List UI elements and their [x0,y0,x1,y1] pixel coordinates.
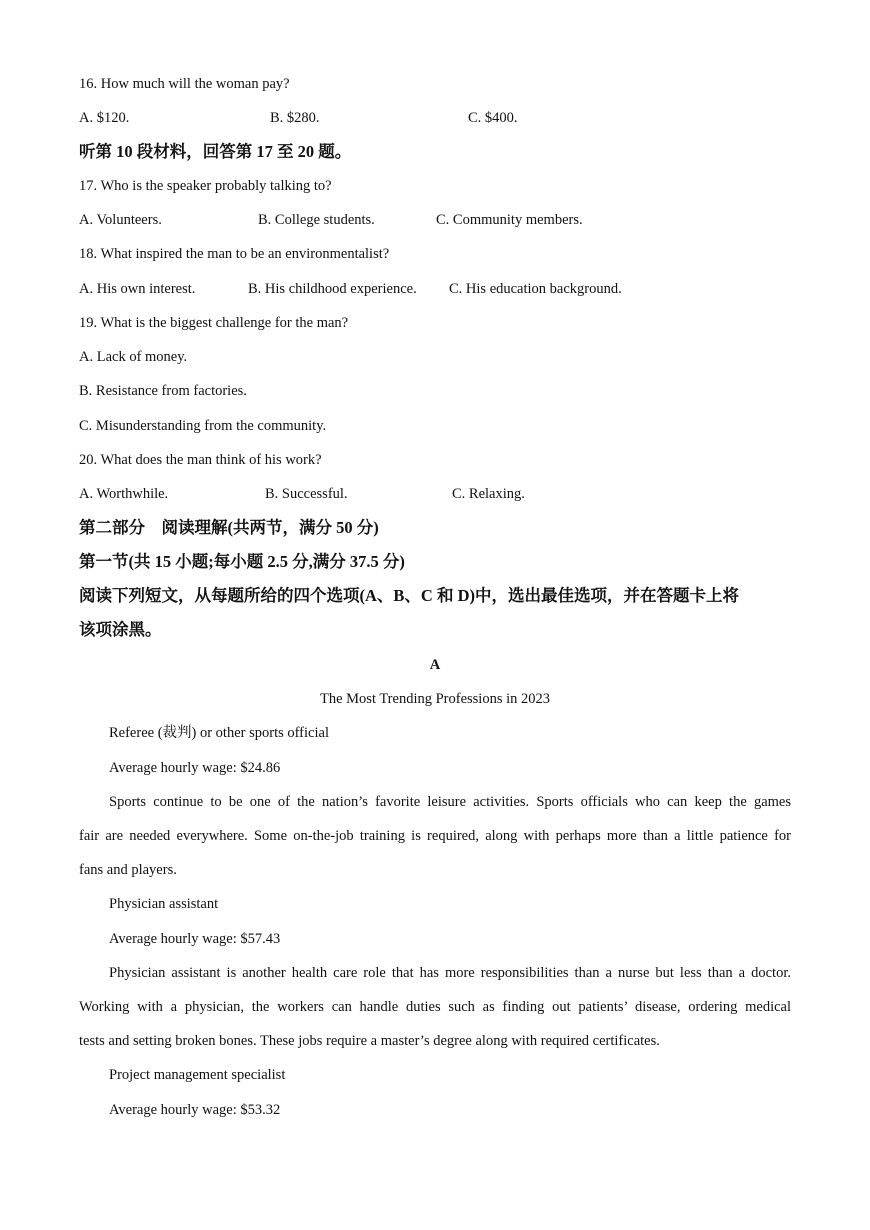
part2-section1: 第一节(共 15 小题;每小题 2.5 分,满分 37.5 分) [79,552,405,571]
job-title-project-management: Project management specialist [109,1067,286,1083]
q19-option-b: B. Resistance from factories. [79,383,247,399]
q18-option-b: B. His childhood experience. [248,281,417,297]
q16-option-a: A. $120. [79,110,130,126]
part2-instruction-line1: 阅读下列短文，从每题所给的四个选项(A、B、C 和 D)中，选出最佳选项，并在答题卡上将 [79,586,739,605]
job-desc-referee-line1: Sports continue to be one of the nation’s favorite leisure activities. Sports officials who can keep the games [109,794,791,810]
q20-option-b: B. Successful. [265,486,348,502]
q16-option-b: B. $280. [270,110,320,126]
job-desc-physician-line3: tests and setting broken bones. These jobs require a master’s degree along with required certificates. [79,1033,660,1049]
q17-question: 17. Who is the speaker probably talking to? [79,178,332,194]
job-title-physician-assistant: Physician assistant [109,896,219,912]
q18-option-c: C. His education background. [449,281,622,297]
q20-option-a: A. Worthwhile. [79,486,169,502]
q20-option-c: C. Relaxing. [452,486,525,502]
part2-title: 第二部分 阅读理解(共两节，满分 50 分) [79,518,379,537]
q19-option-c: C. Misunderstanding from the community. [79,418,327,434]
passage-title: The Most Trending Professions in 2023 [319,691,550,707]
q20-question: 20. What does the man think of his work? [79,452,322,468]
q17-option-b: B. College students. [258,212,375,228]
passage-letter: A [429,657,441,673]
job-desc-physician-line2: Working with a physician, the workers can handle duties such as finding out patients’ disease, ordering medical [79,999,791,1015]
q17-option-c: C. Community members. [436,212,583,228]
q19-option-a: A. Lack of money. [79,349,188,365]
q16-option-c: C. $400. [468,110,518,126]
job-wage-referee: Average hourly wage: $24.86 [109,760,281,776]
section10-heading: 听第 10 段材料，回答第 17 至 20 题。 [79,142,352,161]
job-wage-physician-assistant: Average hourly wage: $57.43 [109,931,281,947]
part2-instruction-line2: 该项涂黑。 [79,620,162,639]
q17-option-a: A. Volunteers. [79,212,162,228]
q16-question: 16. How much will the woman pay? [79,76,290,92]
q19-question: 19. What is the biggest challenge for the man? [79,315,349,331]
job-desc-referee-line2: fair are needed everywhere. Some on-the-job training is required, along with perhaps more than a little patience for [79,828,791,844]
job-wage-project-management: Average hourly wage: $53.32 [109,1102,281,1118]
job-desc-referee-line3: fans and players. [79,862,177,878]
q18-option-a: A. His own interest. [79,281,196,297]
q18-question: 18. What inspired the man to be an environmentalist? [79,246,390,262]
job-title-referee: Referee (裁判) or other sports official [109,725,329,741]
job-desc-physician-line1: Physician assistant is another health care role that has more responsibilities than a nurse but less than a doctor. [109,965,791,981]
